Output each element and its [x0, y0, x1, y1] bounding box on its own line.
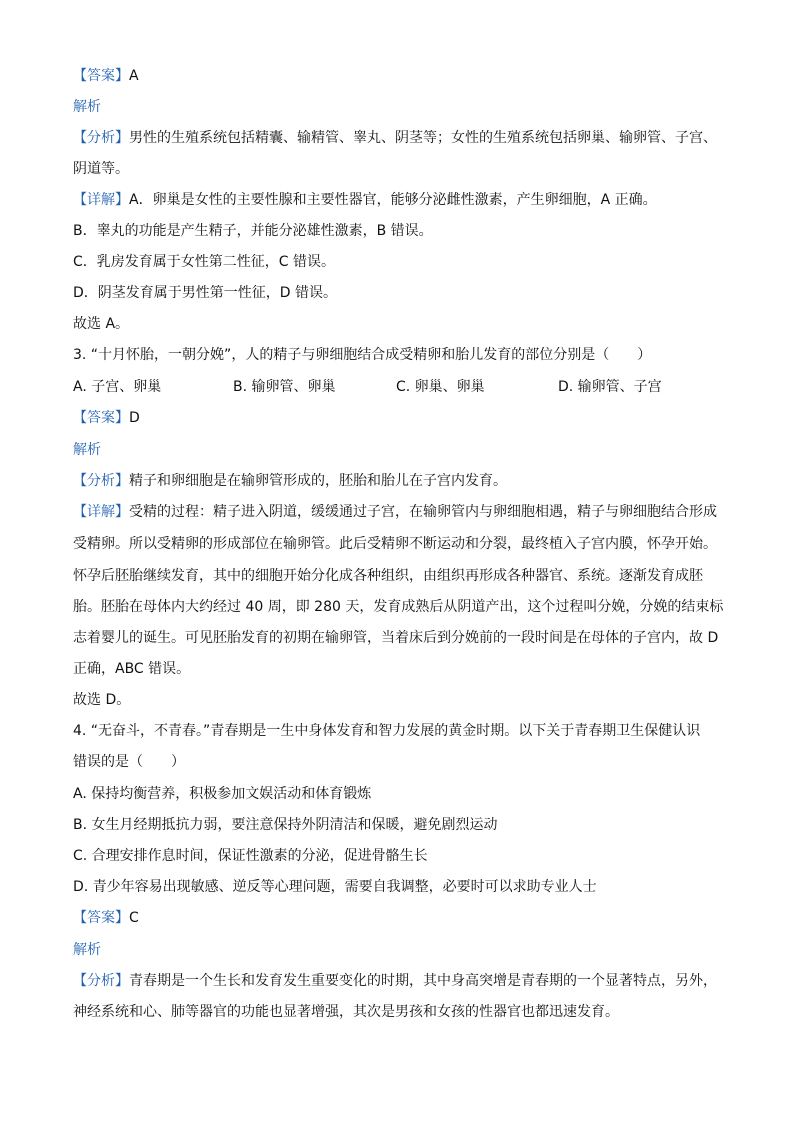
q2-conclusion: 故选 A。 [73, 316, 130, 332]
q2-option-d-explanation: D．阴茎发育属于男性第一性征，D 错误。 [73, 285, 338, 301]
fenxi-text: 精子和卵细胞是在输卵管形成的，胚胎和胎儿在子宫内发育。 [129, 473, 507, 489]
q3-option-c: C. 卵巢、卵巢 [396, 379, 485, 395]
q3-option-d: D. 输卵管、子宫 [558, 379, 662, 395]
q4-fenxi-line-1 [73, 971, 721, 991]
q3-stem: 3. “十月怀胎，一朝分娩”，人的精子与卵细胞结合成受精卵和胎儿发育的部位分别是（ ） [73, 347, 652, 363]
q3-option-a: A. 子宫、卵巢 [73, 379, 162, 395]
q3-xiangjie-line-5: 志着婴儿的诞生。可见胚胎发育的初期在输卵管，当着床后到分娩前的一段时间是在母体的子宫内，故 D [73, 630, 719, 646]
xiangjie-tag: 【详解】 [73, 504, 129, 520]
fenxi-tag: 【分析】 [73, 973, 129, 989]
q3-xiangjie-line-1 [73, 502, 721, 522]
q4-option-b: B. 女生月经期抵抗力弱，要注意保持外阴清洁和保暖，避免剧烈运动 [73, 817, 498, 833]
q3-option-b: B. 输卵管、卵巢 [233, 379, 336, 395]
q4-option-d: D. 青少年容易出现敏感、逆反等心理问题，需要自我调整，必要时可以求助专业人士 [73, 879, 597, 895]
q4-option-c: C. 合理安排作息时间，保证性激素的分泌，促进骨骼生长 [73, 848, 428, 864]
q3-fenxi-line [73, 471, 721, 491]
answer-value: C [129, 910, 139, 926]
q2-option-b-explanation: B．睾丸的功能是产生精子，并能分泌雄性激素，B 错误。 [73, 223, 433, 239]
q3-options [73, 377, 721, 397]
xiangjie-text: 受精的过程：精子进入阴道，缓缓通过子宫，在输卵管内与卵细胞相遇，精子与卵细胞结合形成 [129, 504, 717, 520]
xiangjie-text: A．卵巢是女性的主要性腺和主要性器官，能够分泌雌性激素，产生卵细胞，A 正确。 [129, 192, 657, 208]
answer-tag: 【答案】 [73, 910, 129, 926]
q3-xiangjie-line-2: 受精卵。所以受精卵的形成部位在输卵管。此后受精卵不断运动和分裂，最终植入子宫内膜，怀孕开始。 [73, 536, 717, 552]
answer-value: D [129, 410, 140, 426]
answer-tag: 【答案】 [73, 68, 129, 84]
fenxi-tag: 【分析】 [73, 130, 129, 146]
fenxi-text: 男性的生殖系统包括精囊、输精管、睾丸、阴茎等；女性的生殖系统包括卵巢、输卵管、子宫、 [129, 130, 717, 146]
q3-analysis-heading: 解析 [73, 442, 101, 458]
q4-stem-line-2: 错误的是（ ） [73, 754, 185, 770]
q4-stem-line-1: 4. “无奋斗，不青春。”青春期是一生中身体发育和智力发展的黄金时期。以下关于青春期卫生保健认识 [73, 723, 701, 739]
q3-xiangjie-line-3: 怀孕后胚胎继续发育，其中的细胞开始分化成各种组织，由组织再形成各种器官、系统。逐渐发育成胚 [73, 568, 703, 584]
q4-answer-line [73, 908, 721, 928]
q2-analysis-heading: 解析 [73, 99, 101, 115]
xiangjie-tag: 【详解】 [73, 192, 129, 208]
q3-conclusion: 故选 D。 [73, 692, 131, 708]
q4-option-a: A. 保持均衡营养，积极参加文娱活动和体育锻炼 [73, 786, 372, 802]
q2-xiangjie-line-1 [73, 190, 721, 210]
q4-fenxi-line-2: 神经系统和心、肺等器官的功能也显著增强，其次是男孩和女孩的性器官也都迅速发育。 [73, 1004, 619, 1020]
q4-analysis-heading: 解析 [73, 942, 101, 958]
answer-value: A [129, 68, 139, 84]
q2-fenxi-line-2: 阴道等。 [73, 161, 129, 177]
fenxi-tag: 【分析】 [73, 473, 129, 489]
fenxi-text: 青春期是一个生长和发育发生重要变化的时期，其中身高突增是青春期的一个显著特点，另外， [129, 973, 717, 989]
q3-xiangjie-line-6: 正确，ABC 错误。 [73, 661, 191, 677]
q2-answer-line [73, 66, 721, 86]
q2-fenxi-line-1 [73, 128, 721, 148]
q3-answer-line [73, 408, 721, 428]
q2-option-c-explanation: C．乳房发育属于女性第二性征，C 错误。 [73, 254, 335, 270]
answer-tag: 【答案】 [73, 410, 129, 426]
q3-xiangjie-line-4: 胎。胚胎在母体内大约经过 40 周，即 280 天，发育成熟后从阴道产出，这个过程叫分娩，分娩的结束标 [73, 599, 724, 615]
